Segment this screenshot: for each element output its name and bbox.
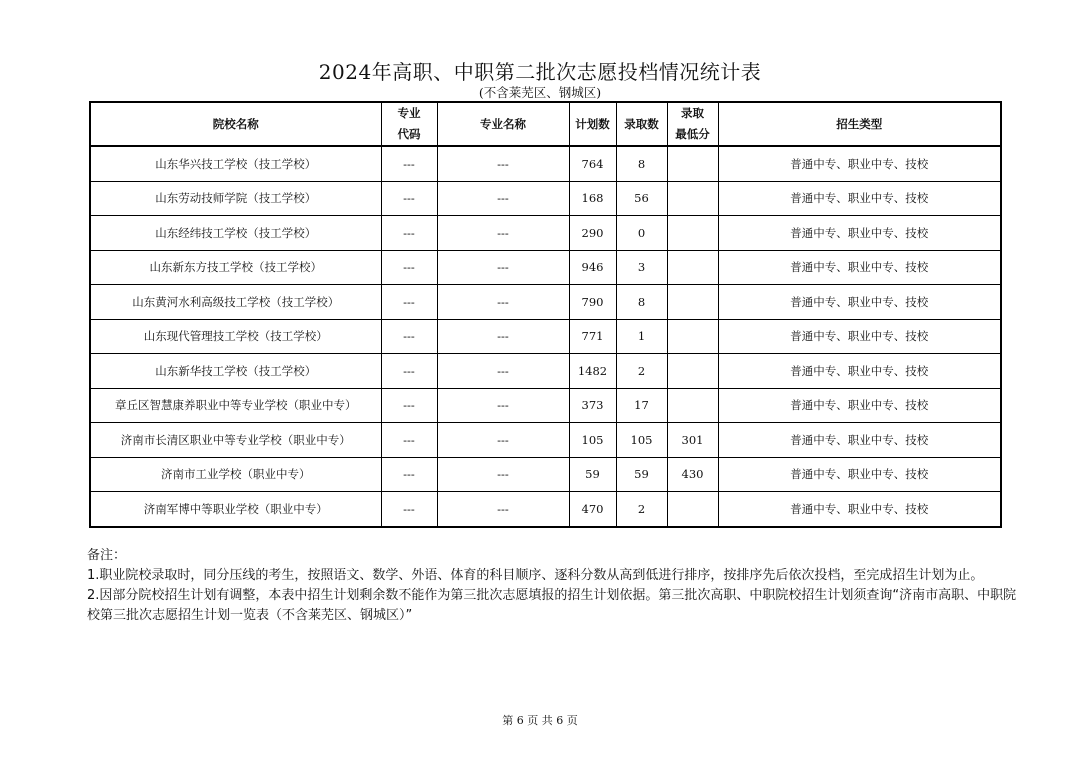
- document-title: 2024年高职、中职第二批次志愿投档情况统计表: [318, 60, 762, 84]
- cell-min-score: [667, 146, 718, 181]
- header-major-code-line2: 代码: [397, 127, 421, 141]
- cell-type: 普通中专、职业中专、技校: [718, 423, 1001, 458]
- cell-min-score: [667, 285, 718, 320]
- cell-admitted: 2: [616, 354, 667, 389]
- cell-plan: 790: [569, 285, 616, 320]
- cell-major: ---: [437, 285, 569, 320]
- header-min-score-line2: 最低分: [675, 127, 710, 141]
- cell-school: 山东华兴技工学校（技工学校）: [90, 146, 381, 181]
- cell-code: ---: [381, 354, 437, 389]
- cell-code: ---: [381, 319, 437, 354]
- cell-type: 普通中专、职业中专、技校: [718, 181, 1001, 216]
- cell-major: ---: [437, 388, 569, 423]
- cell-major: ---: [437, 181, 569, 216]
- header-type: 招生类型: [718, 102, 1001, 146]
- document-subtitle: (不含莱芜区、钢城区): [478, 85, 602, 100]
- cell-plan: 764: [569, 146, 616, 181]
- cell-plan: 946: [569, 250, 616, 285]
- cell-code: ---: [381, 457, 437, 492]
- cell-type: 普通中专、职业中专、技校: [718, 146, 1001, 181]
- table-row: [90, 250, 1001, 285]
- cell-major: ---: [437, 146, 569, 181]
- cell-plan: 290: [569, 216, 616, 251]
- cell-major: ---: [437, 423, 569, 458]
- table-row: [90, 319, 1001, 354]
- cell-admitted: 0: [616, 216, 667, 251]
- notes-heading: 备注：: [87, 548, 127, 563]
- header-major-code-line1: 专业: [397, 106, 421, 120]
- cell-type: 普通中专、职业中专、技校: [718, 250, 1001, 285]
- table-row: [90, 388, 1001, 423]
- cell-plan: 373: [569, 388, 616, 423]
- admission-table: [89, 101, 1002, 528]
- cell-school: 济南市长清区职业中等专业学校（职业中专）: [90, 423, 381, 458]
- cell-code: ---: [381, 216, 437, 251]
- cell-type: 普通中专、职业中专、技校: [718, 388, 1001, 423]
- cell-school: 山东现代管理技工学校（技工学校）: [90, 319, 381, 354]
- header-major-code: [381, 102, 437, 146]
- cell-code: ---: [381, 181, 437, 216]
- table-row: [90, 181, 1001, 216]
- cell-min-score: [667, 216, 718, 251]
- cell-major: ---: [437, 354, 569, 389]
- cell-code: ---: [381, 423, 437, 458]
- cell-plan: 105: [569, 423, 616, 458]
- header-min-score: [667, 102, 718, 146]
- cell-school: 山东劳动技师学院（技工学校）: [90, 181, 381, 216]
- table-header-row: [90, 102, 1001, 146]
- cell-min-score: [667, 492, 718, 527]
- header-school: 院校名称: [90, 102, 381, 146]
- cell-code: ---: [381, 146, 437, 181]
- cell-plan: 168: [569, 181, 616, 216]
- cell-school: 山东黄河水利高级技工学校（技工学校）: [90, 285, 381, 320]
- cell-code: ---: [381, 388, 437, 423]
- cell-plan: 59: [569, 457, 616, 492]
- page-footer: 第 6 页 共 6 页: [502, 714, 578, 727]
- header-admitted: 录取数: [616, 102, 667, 146]
- cell-type: 普通中专、职业中专、技校: [718, 319, 1001, 354]
- cell-min-score: 430: [667, 457, 718, 492]
- cell-school: 山东新华技工学校（技工学校）: [90, 354, 381, 389]
- table-row: [90, 457, 1001, 492]
- cell-plan: 470: [569, 492, 616, 527]
- table-row: [90, 354, 1001, 389]
- cell-major: ---: [437, 457, 569, 492]
- cell-major: ---: [437, 492, 569, 527]
- table-row: [90, 216, 1001, 251]
- cell-school: 山东新东方技工学校（技工学校）: [90, 250, 381, 285]
- cell-admitted: 8: [616, 146, 667, 181]
- cell-min-score: [667, 388, 718, 423]
- notes-section: [87, 546, 1017, 626]
- cell-school: 济南军博中等职业学校（职业中专）: [90, 492, 381, 527]
- cell-code: ---: [381, 285, 437, 320]
- cell-school: 章丘区智慧康养职业中等专业学校（职业中专）: [90, 388, 381, 423]
- cell-min-score: [667, 250, 718, 285]
- cell-admitted: 59: [616, 457, 667, 492]
- table-row: [90, 492, 1001, 527]
- cell-admitted: 1: [616, 319, 667, 354]
- table-row: [90, 146, 1001, 181]
- cell-admitted: 56: [616, 181, 667, 216]
- cell-plan: 1482: [569, 354, 616, 389]
- note-item-1: 1.职业院校录取时，同分压线的考生，按照语文、数学、外语、体育的科目顺序、逐科分数从高到低进行排序，按排序先后依次投档，至完成招生计划为止。: [87, 568, 984, 583]
- note-item-2: 2.因部分院校招生计划有调整，本表中招生计划剩余数不能作为第三批次志愿填报的招生计划依据。第三批次高职、中职院校招生计划须查询“济南市高职、中职院校第三批次志愿招生计划一览表（不含莱芜区、钢城区）”: [87, 588, 1017, 623]
- cell-admitted: 3: [616, 250, 667, 285]
- cell-type: 普通中专、职业中专、技校: [718, 354, 1001, 389]
- header-min-score-line1: 录取: [681, 106, 704, 120]
- cell-type: 普通中专、职业中专、技校: [718, 492, 1001, 527]
- cell-major: ---: [437, 250, 569, 285]
- cell-min-score: [667, 181, 718, 216]
- cell-min-score: [667, 319, 718, 354]
- cell-code: ---: [381, 492, 437, 527]
- cell-plan: 771: [569, 319, 616, 354]
- header-plan: 计划数: [569, 102, 616, 146]
- cell-min-score: [667, 354, 718, 389]
- cell-school: 山东经纬技工学校（技工学校）: [90, 216, 381, 251]
- cell-admitted: 17: [616, 388, 667, 423]
- cell-type: 普通中专、职业中专、技校: [718, 216, 1001, 251]
- cell-admitted: 105: [616, 423, 667, 458]
- cell-major: ---: [437, 319, 569, 354]
- cell-school: 济南市工业学校（职业中专）: [90, 457, 381, 492]
- cell-admitted: 2: [616, 492, 667, 527]
- cell-type: 普通中专、职业中专、技校: [718, 285, 1001, 320]
- cell-code: ---: [381, 250, 437, 285]
- table-row: [90, 285, 1001, 320]
- header-major-name: 专业名称: [437, 102, 569, 146]
- cell-admitted: 8: [616, 285, 667, 320]
- table-row: [90, 423, 1001, 458]
- cell-type: 普通中专、职业中专、技校: [718, 457, 1001, 492]
- cell-major: ---: [437, 216, 569, 251]
- cell-min-score: 301: [667, 423, 718, 458]
